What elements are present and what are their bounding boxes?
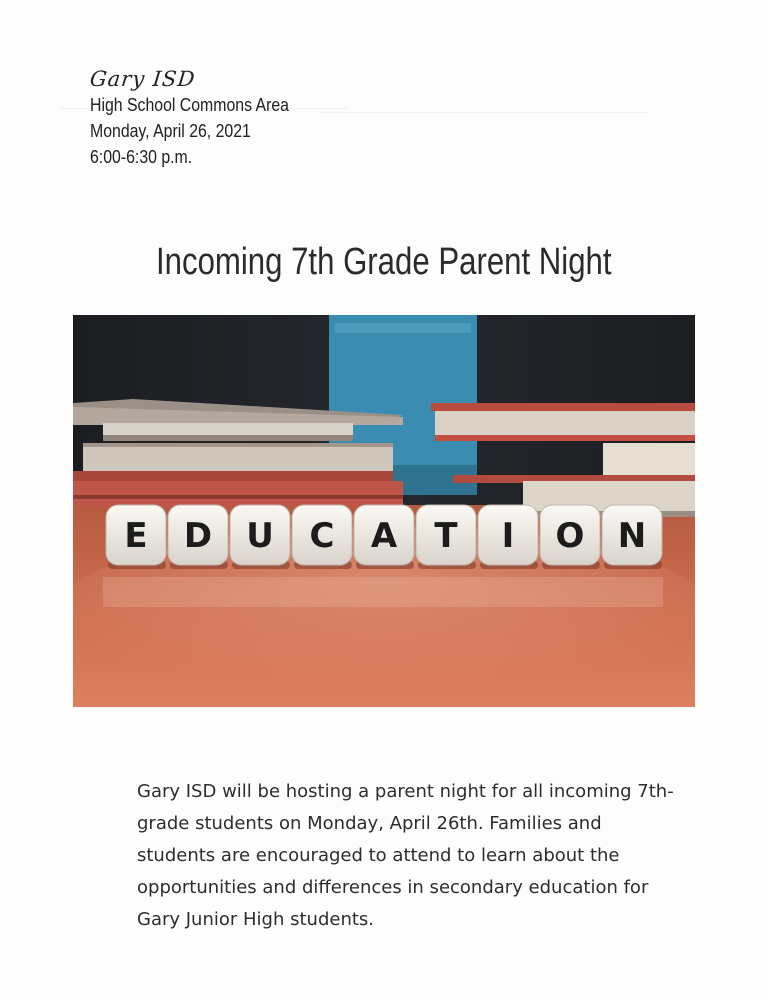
event-location: High School Commons Area <box>90 95 289 115</box>
letter-block-glyph: C <box>309 516 335 556</box>
letter-block-glyph: A <box>370 516 398 556</box>
letter-block-glyph: D <box>183 516 213 556</box>
letter-block-glyph: E <box>124 516 148 556</box>
letter-block-glyph: I <box>501 516 515 556</box>
event-header <box>90 66 450 170</box>
event-date: Monday, April 26, 2021 <box>90 121 251 141</box>
education-photo <box>73 315 695 707</box>
page-title <box>0 236 768 288</box>
table-reflection <box>103 577 663 607</box>
education-photo-illustration <box>73 315 695 707</box>
letter-block-glyph: O <box>555 516 585 556</box>
letter-block-glyph: U <box>246 516 274 556</box>
letter-block-n-8 <box>602 505 662 569</box>
letter-block-glyph: T <box>434 516 458 556</box>
letter-block-c-3 <box>292 505 352 569</box>
letter-block-i-6 <box>478 505 538 569</box>
page-title-text: Incoming 7th Grade Parent Night <box>156 241 612 283</box>
letter-block-a-4 <box>354 505 414 569</box>
brand-logo: Gary ISD <box>88 67 197 91</box>
letter-block-o-7 <box>540 505 600 569</box>
letter-block-t-5 <box>416 505 476 569</box>
letter-block-glyph: N <box>617 516 647 556</box>
letter-block-u-2 <box>230 505 290 569</box>
event-time: 6:00-6:30 p.m. <box>90 147 193 167</box>
letter-blocks <box>106 505 662 569</box>
event-description: Gary ISD will be hosting a parent night for all incoming 7th-grade students on Monday, April 26th. Families and students are encouraged to attend to learn about the opportunities and differences in secondary education for Gary Junior High students. <box>137 781 674 930</box>
letter-block-e-0 <box>106 505 166 569</box>
letter-block-d-1 <box>168 505 228 569</box>
book-stack-left <box>73 399 403 507</box>
